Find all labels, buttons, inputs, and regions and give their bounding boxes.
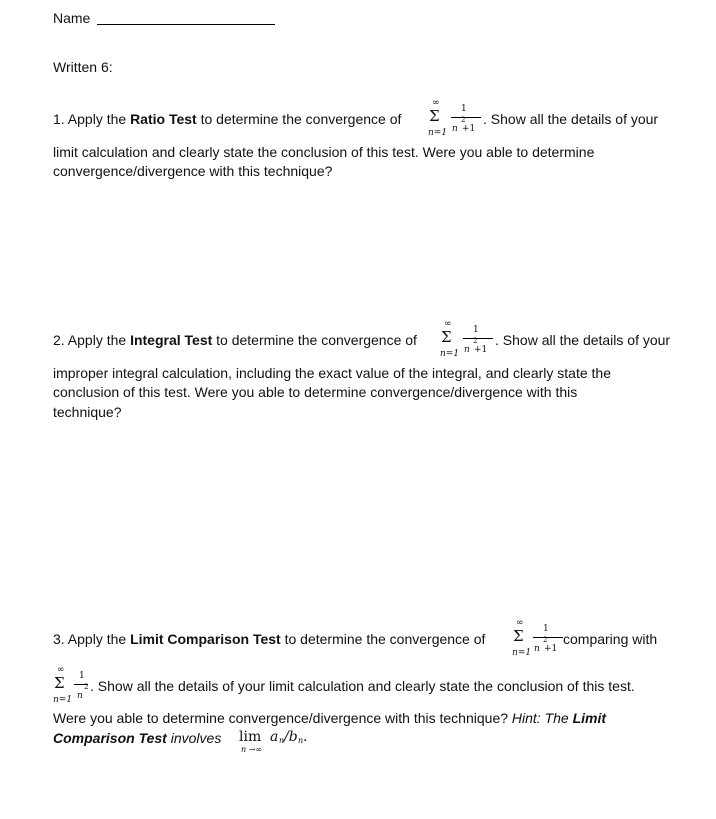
q1-line2: limit calculation and clearly state the conclusion of this test. Were you able to determine — [53, 144, 595, 160]
q3-line1: 3. Apply the Limit Comparison Test to determine the convergence of — [53, 631, 486, 647]
limit-comparison-test-term: Limit Comparison Test — [130, 631, 281, 647]
q2-line3: conclusion of this test. Were you able to determine convergence/divergence with this — [53, 384, 578, 400]
q2-line1-tail: . Show all the details of your — [495, 332, 671, 348]
q2-summation: ∞ Σ n=1 — [440, 319, 460, 359]
q3-line3: Were you able to determine convergence/divergence with this technique? Hint: The Limit — [53, 710, 607, 726]
hint-label: Hint: — [511, 710, 541, 726]
q1-line3: convergence/divergence with this technique? — [53, 163, 333, 179]
q2-line2: improper integral calculation, including the exact value of the integral, and clearly state the — [53, 365, 611, 381]
name-label: Name — [53, 10, 91, 26]
comparison-test-term: Comparison Test — [53, 730, 167, 746]
q3-line4: Comparison Test involves — [53, 730, 222, 746]
integral-test-term: Integral Test — [130, 332, 213, 348]
q1-line1: 1. Apply the Ratio Test to determine the convergence of — [53, 111, 402, 127]
name-field[interactable] — [97, 24, 275, 25]
q1-line1-tail: . Show all the details of your — [483, 111, 659, 127]
q3-line2: . Show all the details of your limit calculation and clearly state the conclusion of this test. — [90, 678, 635, 694]
q3-line1-tail: comparing with — [563, 631, 658, 647]
limit-term: Limit — [572, 710, 607, 726]
ratio-test-term: Ratio Test — [130, 111, 197, 127]
q2-line4: technique? — [53, 404, 122, 420]
q3-summation: ∞ Σ n=1 — [512, 618, 532, 658]
q2-line1: 2. Apply the Integral Test to determine the convergence of — [53, 332, 417, 348]
q3-comparison-summation: ∞ Σ n=1 — [53, 665, 73, 705]
page-title: Written 6: — [53, 59, 113, 75]
q1-summation: ∞ Σ n=1 — [428, 98, 448, 138]
